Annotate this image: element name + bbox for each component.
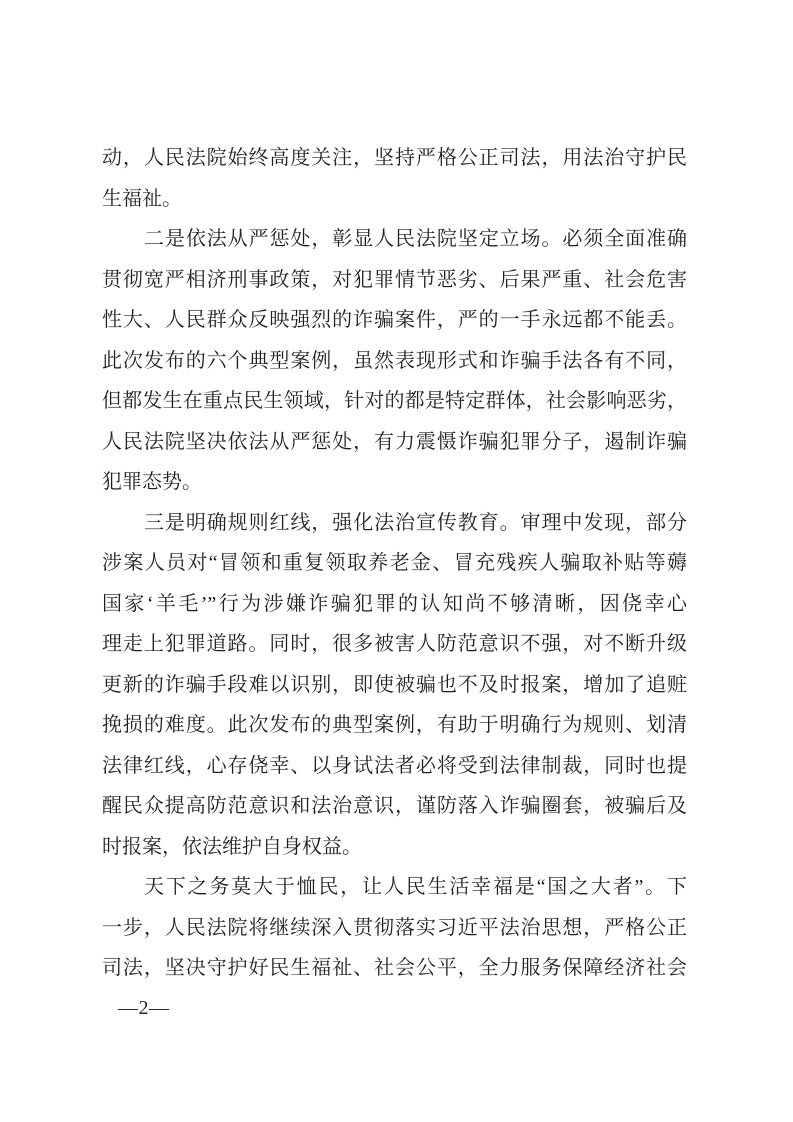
text-line: 挽损的难度。此次发布的典型案例，有助于明确行为规则、划清 [102,714,687,736]
text-line: 此次发布的六个典型案例，虽然表现形式和诈骗手法各有不同， [102,349,687,372]
text-line: 生福祉。 [102,187,182,210]
text-line: 法律红线，心存侥幸、以身试法者必将受到法律制裁，同时也提 [102,754,687,777]
text-line: 时报案，依法维护自身权益。 [102,835,362,858]
page-footer [118,996,170,1020]
text-line: 国家‘羊毛’”行为涉嫌诈骗犯罪的认知尚不够清晰，因侥幸心 [102,592,687,615]
text-line: 司法，坚决守护好民生福祉、社会公平，全力服务保障经济社会 [102,957,687,979]
text-line: 一步，人民法院将继续深入贯彻落实习近平法治思想，严格公正 [102,916,687,939]
text-line: 涉案人员对“冒领和重复领取养老金、冒充残疾人骗取补贴等薅 [102,552,687,574]
text-line: 天下之务莫大于恤民，让人民生活幸福是“国之大者”。下 [144,876,687,898]
text-line: 动，人民法院始终高度关注，坚持严格公正司法，用法治守护民 [102,147,687,169]
text-line: 更新的诈骗手段难以识别，即使被骗也不及时报案，增加了追赃 [102,673,687,696]
text-line: 三是明确规则红线，强化法治宣传教育。审理中发现，部分 [144,511,687,534]
text-line: 人民法院坚决依法从严惩处，有力震慑诈骗犯罪分子，遏制诈骗 [102,430,687,453]
text-line: 理走上犯罪道路。同时，很多被害人防范意识不强，对不断升级 [102,633,687,655]
page-number: —2— [118,997,170,1019]
text-line: 性大、人民群众反映强烈的诈骗案件，严的一手永远都不能丢。 [102,309,687,331]
document-body [102,138,687,989]
text-line: 犯罪态势。 [102,471,202,493]
text-line: 贯彻宽严相济刑事政策，对犯罪情节恶劣、后果严重、社会危害 [102,268,687,291]
text-line: 二是依法从严惩处，彰显人民法院坚定立场。必须全面准确 [144,228,687,250]
text-line: 醒民众提高防范意识和法治意识，谨防落入诈骗圈套，被骗后及 [102,795,687,817]
text-line: 但都发生在重点民生领域，针对的都是特定群体，社会影响恶劣， [102,390,687,412]
